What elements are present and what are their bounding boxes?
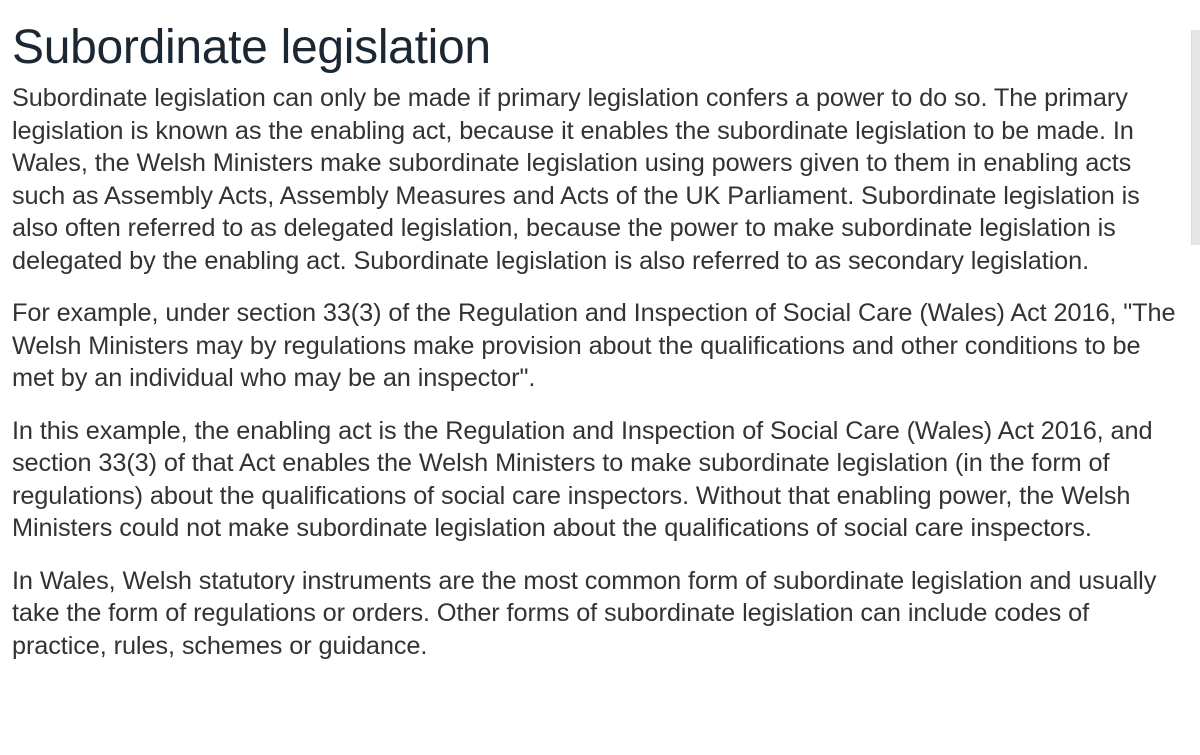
vertical-scrollbar[interactable]	[1186, 0, 1200, 755]
scrollbar-thumb[interactable]	[1191, 30, 1200, 245]
paragraph-definition: Subordinate legislation can only be made if primary legislation confers a power to do so. The primary legislation is known as the enabling act, because it enables the subordinate legislation to be made. In Wales, the Welsh Ministers make subordinate legislation using powers given to them in enabling acts such as Assembly Acts, Assembly Measures and Acts of the UK Parliament. Subordinate legislation is also often referred to as delegated legislation, because the power to make subordinate legislation is delegated by the enabling act. Subordinate legislation is also referred to as secondary legislation.	[12, 84, 1140, 275]
paragraph-welsh-statutory-instruments: In Wales, Welsh statutory instruments are the most common form of subordinate legislation and usually take the form of regulations or orders. Other forms of subordinate legislation can include codes of practice, rules, schemes or guidance.	[12, 566, 1157, 660]
paragraph-example: For example, under section 33(3) of the Regulation and Inspection of Social Care (Wales) Act 2016, "The Welsh Ministers may by regulations make provision about the qualifications and other conditions to be met by an individual who may be an inspector".	[12, 299, 1176, 392]
paragraph-example-explanation: In this example, the enabling act is the Regulation and Inspection of Social Care (Wales) Act 2016, and section 33(3) of that Act enables the Welsh Ministers to make subordinate legislation (in the form of regulations) about the qualifications of social care inspectors. Without that enabling power, the Welsh Ministers could not make subordinate legislation about the qualifications of social care inspectors.	[12, 416, 1153, 542]
page-title: Subordinate legislation	[12, 21, 491, 74]
article-content	[12, 0, 1182, 662]
